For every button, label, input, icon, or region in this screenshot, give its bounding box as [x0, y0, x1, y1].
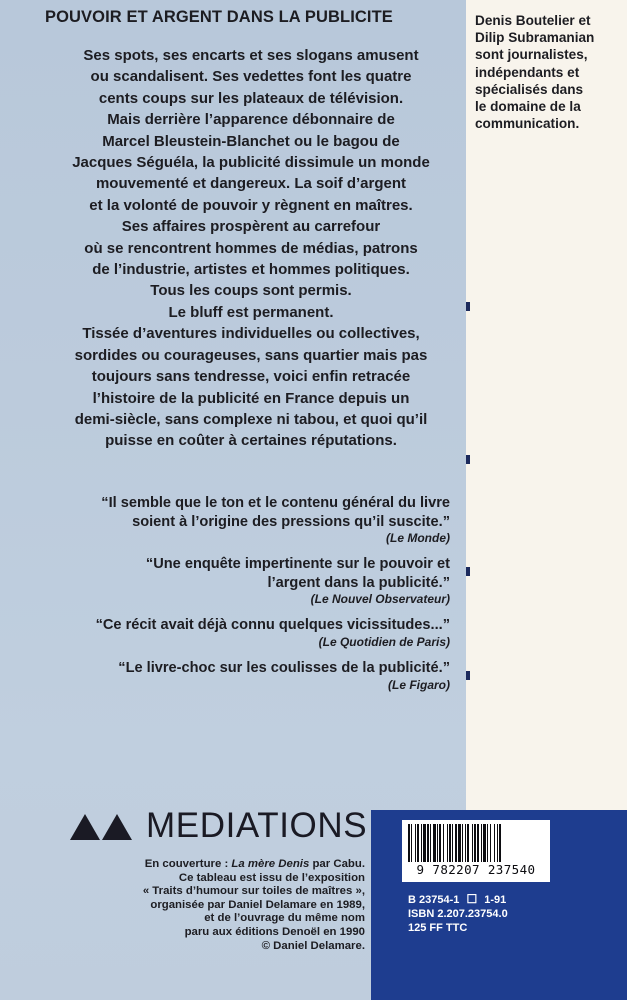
blurb-line: puisse en coûter à certaines réputations.: [105, 432, 397, 450]
credit-line: paru aux éditions Denoël en 1990: [184, 925, 365, 938]
barcode-bar: [483, 824, 486, 862]
blurb-line: l’histoire de la publicité en France depuis un: [92, 389, 410, 407]
barcode-bar: [423, 824, 426, 862]
barcode-bar: [497, 824, 498, 862]
barcode-bar: [477, 824, 479, 862]
barcode-bar: [487, 824, 488, 862]
edition-code: B 23754-1: [408, 894, 460, 906]
quote-line: “Une enquête impertinente sur le pouvoir et: [145, 556, 450, 573]
author-bio-line: Dilip Subramanian: [475, 30, 595, 46]
back-cover-blurb: [45, 45, 457, 452]
series-name: MEDIATIONS: [146, 806, 368, 845]
credit-suffix: par Cabu.: [309, 858, 365, 870]
edge-mark: [466, 671, 470, 680]
press-quotes: [60, 494, 450, 702]
author-bio-line: indépendants et: [475, 64, 580, 80]
quote-source: (Le Quotidien de Paris): [318, 634, 450, 649]
barcode-bar: [437, 824, 438, 862]
author-bio-line: sont journalistes,: [475, 47, 588, 63]
blurb-line: et la volonté de pouvoir y règnent en maîtres.: [89, 196, 413, 214]
author-bio-line: Denis Boutelier et: [475, 13, 591, 28]
book-codes: [408, 892, 568, 935]
barcode-bar: [474, 824, 476, 862]
barcode-bar: [411, 824, 412, 862]
quote-line: soient à l’origine des pressions qu’il suscite.”: [132, 513, 450, 530]
author-bio-line: le domaine de la: [475, 99, 581, 115]
quote-line: “Il semble que le ton et le contenu général du livre: [101, 495, 450, 511]
blurb-line: où se rencontrent hommes de médias, patrons: [84, 239, 418, 257]
edge-mark: [466, 302, 470, 311]
press-quote: [60, 555, 450, 607]
barcode-bar: [465, 824, 466, 862]
barcode-bar: [458, 824, 461, 862]
barcode-bar: [415, 824, 416, 862]
blurb-line: Tous les coups sont permis.: [150, 282, 352, 300]
blurb-line: Ses spots, ses encarts et ses slogans amusent: [83, 47, 419, 64]
series-logo: [70, 803, 367, 849]
credit-line: organisée par Daniel Delamare en 1989,: [150, 898, 365, 911]
press-quote: [60, 616, 450, 650]
price: 125 FF TTC: [408, 922, 468, 934]
barcode-digits: 9 782207 237540: [402, 862, 550, 878]
barcode-bar: [467, 824, 469, 862]
quote-source: (Le Nouvel Observateur): [310, 592, 450, 607]
barcode-bar: [447, 824, 448, 862]
barcode-bar: [481, 824, 482, 862]
blurb-line: Le bluff est permanent.: [168, 303, 334, 321]
blurb-line: Marcel Bleustein-Blanchet ou le bagou de: [102, 132, 400, 150]
double-triangle-logo-icon: [70, 810, 132, 842]
press-quote: [60, 494, 450, 546]
barcode-bar: [439, 824, 441, 862]
blurb-line: cents coups sur les plateaux de télévision.: [98, 89, 404, 107]
edge-mark: [466, 567, 470, 576]
barcode-bar: [449, 824, 451, 862]
blurb-line: demi-siècle, sans complexe ni tabou, et quoi qu’il: [74, 410, 428, 428]
author-bio-line: communication.: [475, 116, 580, 132]
quote-source: (Le Figaro): [388, 677, 450, 692]
quote-line: l’argent dans la publicité.”: [267, 574, 450, 591]
barcode-bar: [421, 824, 422, 862]
barcode-bar: [430, 824, 431, 862]
author-bio: [475, 12, 625, 132]
barcode-bar: [462, 824, 463, 862]
quote-line: “Le livre-choc sur les coulisses de la publicité.”: [118, 659, 450, 676]
blurb-line: toujours sans tendresse, voici enfin retracée: [91, 368, 411, 386]
artwork-title: La mère Denis: [231, 858, 310, 870]
barcode-bar: [499, 824, 501, 862]
blurb-line: ou scandalisent. Ses vedettes font les quatre: [90, 68, 412, 86]
quote-line: “Ce récit avait déjà connu quelques vicissitudes...”: [95, 617, 450, 634]
print-date: 1-91: [484, 894, 507, 906]
credit-line: et de l’ouvrage du même nom: [204, 912, 365, 925]
cover-credits: [80, 858, 365, 953]
barcode-bar: [452, 824, 453, 862]
barcode-bar: [490, 824, 491, 862]
blurb-line: mouvementé et dangereux. La soif d’argent: [95, 175, 407, 193]
edge-mark: [466, 455, 470, 464]
credit-prefix: En couverture :: [144, 858, 232, 870]
barcode-bar: [494, 824, 495, 862]
blurb-line: Jacques Séguéla, la publicité dissimule un monde: [72, 154, 430, 172]
barcode-bar: [427, 824, 429, 862]
blurb-line: Tissée d’aventures individuelles ou collectives,: [82, 325, 420, 343]
barcode-bar: [455, 824, 457, 862]
barcode-bar: [472, 824, 473, 862]
publisher-mark-icon: ☐: [466, 892, 478, 906]
blurb-line: sordides ou courageuses, sans quartier mais pas: [74, 346, 428, 364]
blurb-line: Ses affaires prospèrent au carrefour: [121, 218, 381, 236]
isbn: ISBN 2.207.23754.0: [408, 908, 508, 920]
barcode-bar: [433, 824, 436, 862]
credit-line: « Traits d’humour sur toiles de maîtres »,: [142, 885, 365, 898]
code-line: [408, 892, 568, 907]
barcode-bars: [402, 820, 550, 864]
blurb-line: Mais derrière l’apparence débonnaire de: [107, 111, 395, 129]
blurb-line: de l’industrie, artistes et hommes politiques.: [92, 261, 410, 279]
credit-line: [80, 858, 365, 872]
book-title: POUVOIR ET ARGENT DANS LA PUBLICITE: [45, 8, 393, 26]
quote-source: (Le Monde): [386, 531, 450, 546]
barcode-bar: [417, 824, 419, 862]
barcode-bar: [408, 824, 410, 862]
barcode-bar: [443, 824, 444, 862]
press-quote: [60, 659, 450, 693]
author-bio-line: spécialisés dans: [475, 81, 584, 97]
credit-line: Ce tableau est issu de l’exposition: [178, 871, 365, 884]
credit-line: © Daniel Delamare.: [261, 939, 365, 952]
